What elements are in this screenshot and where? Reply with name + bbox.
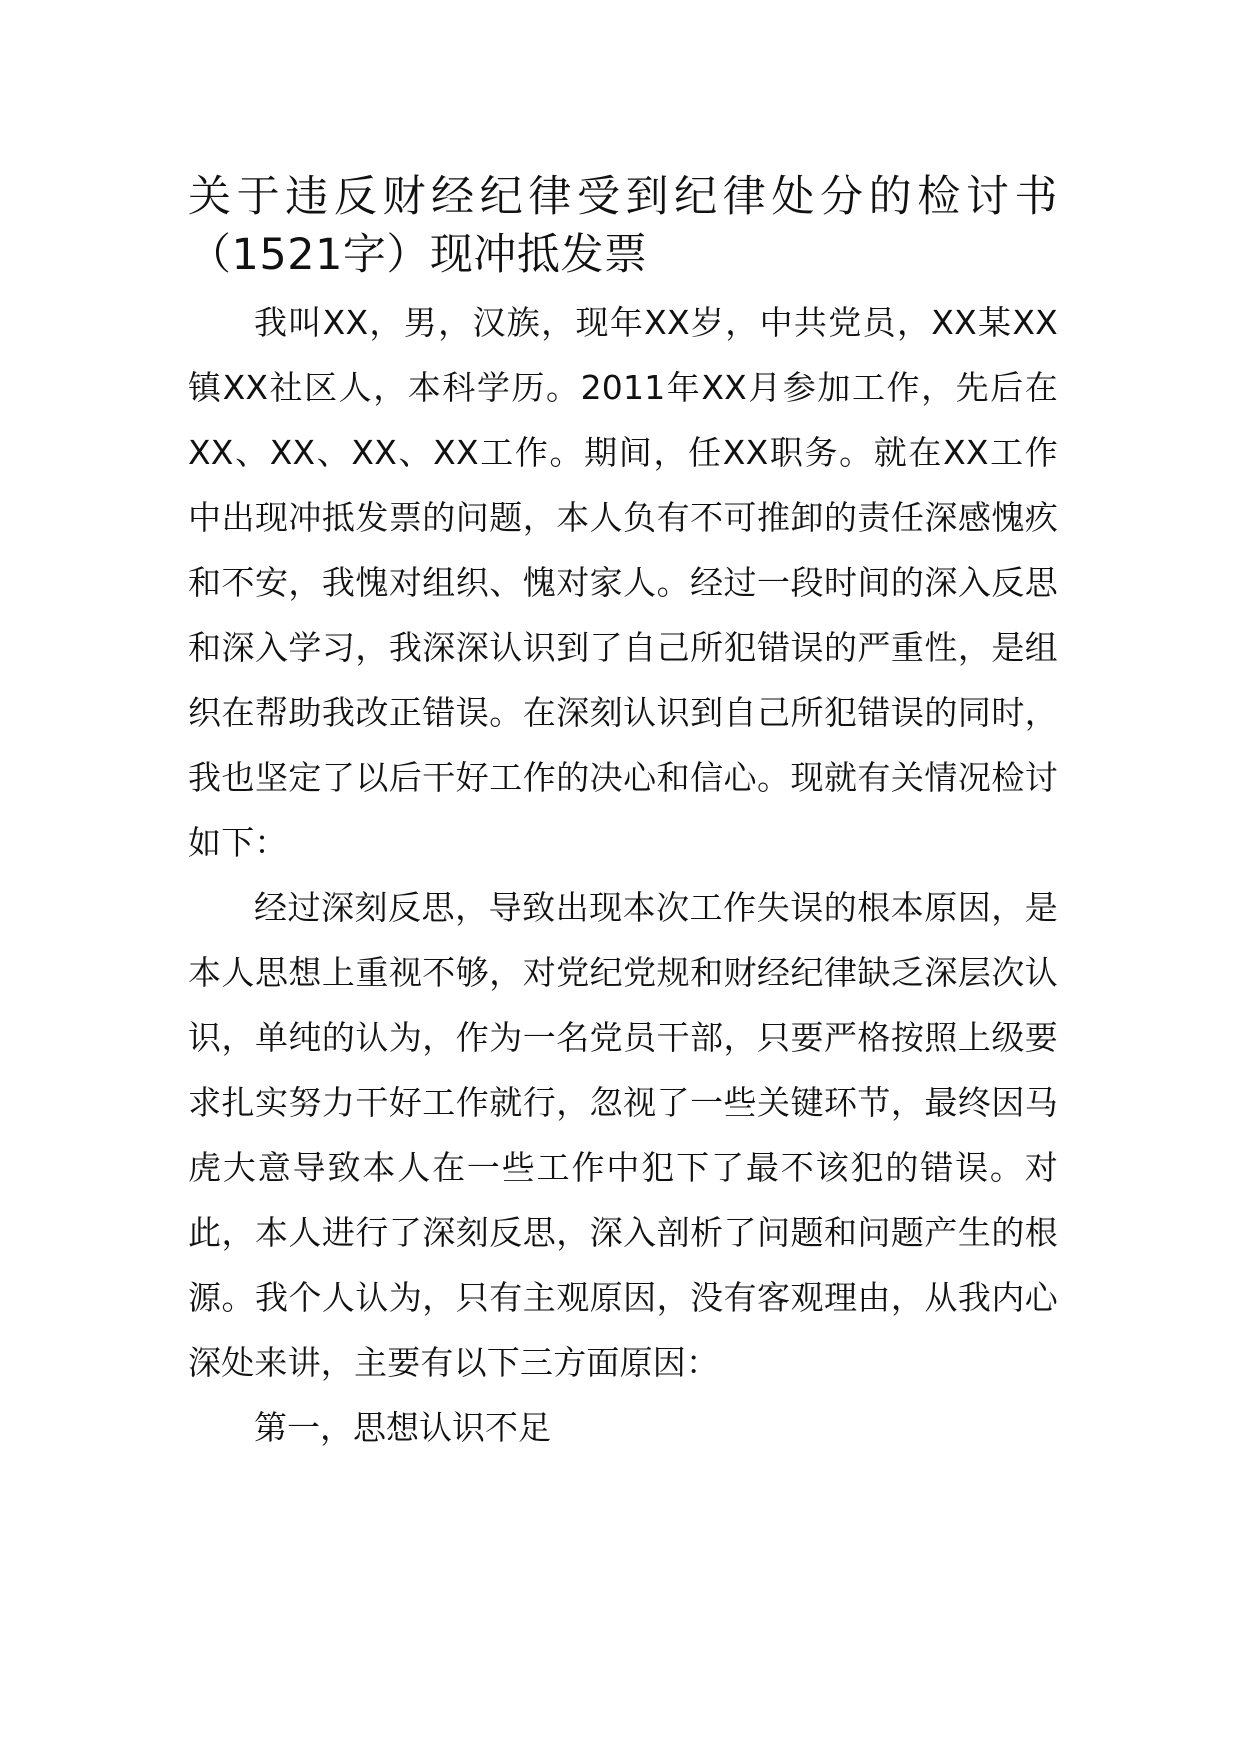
paragraph-introduction: 我叫XX，男，汉族，现年XX岁，中共党员，XX某XX镇XX社区人，本科学历。2011年XX月参加工作，先后在XX、XX、XX、XX工作。期间，任XX职务。就在XX工作中出现冲抵发票的问题，本人负有不可推卸的责任深感愧疚和不安，我愧对组织、愧对家人。经过一段时间的深入反思和深入学习，我深深认识到了自己所犯错误的严重性，是组织在帮助我改正错误。在深刻认识到自己所犯错误的同时，我也坚定了以后干好工作的决心和信心。现就有关情况检讨如下：: [188, 303, 1058, 862]
section-heading: 第一，思想认识不足: [254, 1408, 551, 1447]
paragraph-reflection: 经过深刻反思，导致出现本次工作失误的根本原因，是本人思想上重视不够，对党纪党规和财经纪律缺乏深层次认识，单纯的认为，作为一名党员干部，只要严格按照上级要求扎实努力干好工作就行，忽视了一些关键环节，最终因马虎大意导致本人在一些工作中犯下了最不该犯的错误。对此，本人进行了深刻反思，深入剖析了问题和问题产生的根源。我个人认为，只有主观原因，没有客观理由，从我内心深处来讲，主要有以下三方面原因：: [188, 888, 1058, 1382]
document-title: 关于违反财经纪律受到纪律处分的检讨书（1521字）现冲抵发票: [188, 172, 1058, 280]
document-body: [188, 168, 1058, 1460]
